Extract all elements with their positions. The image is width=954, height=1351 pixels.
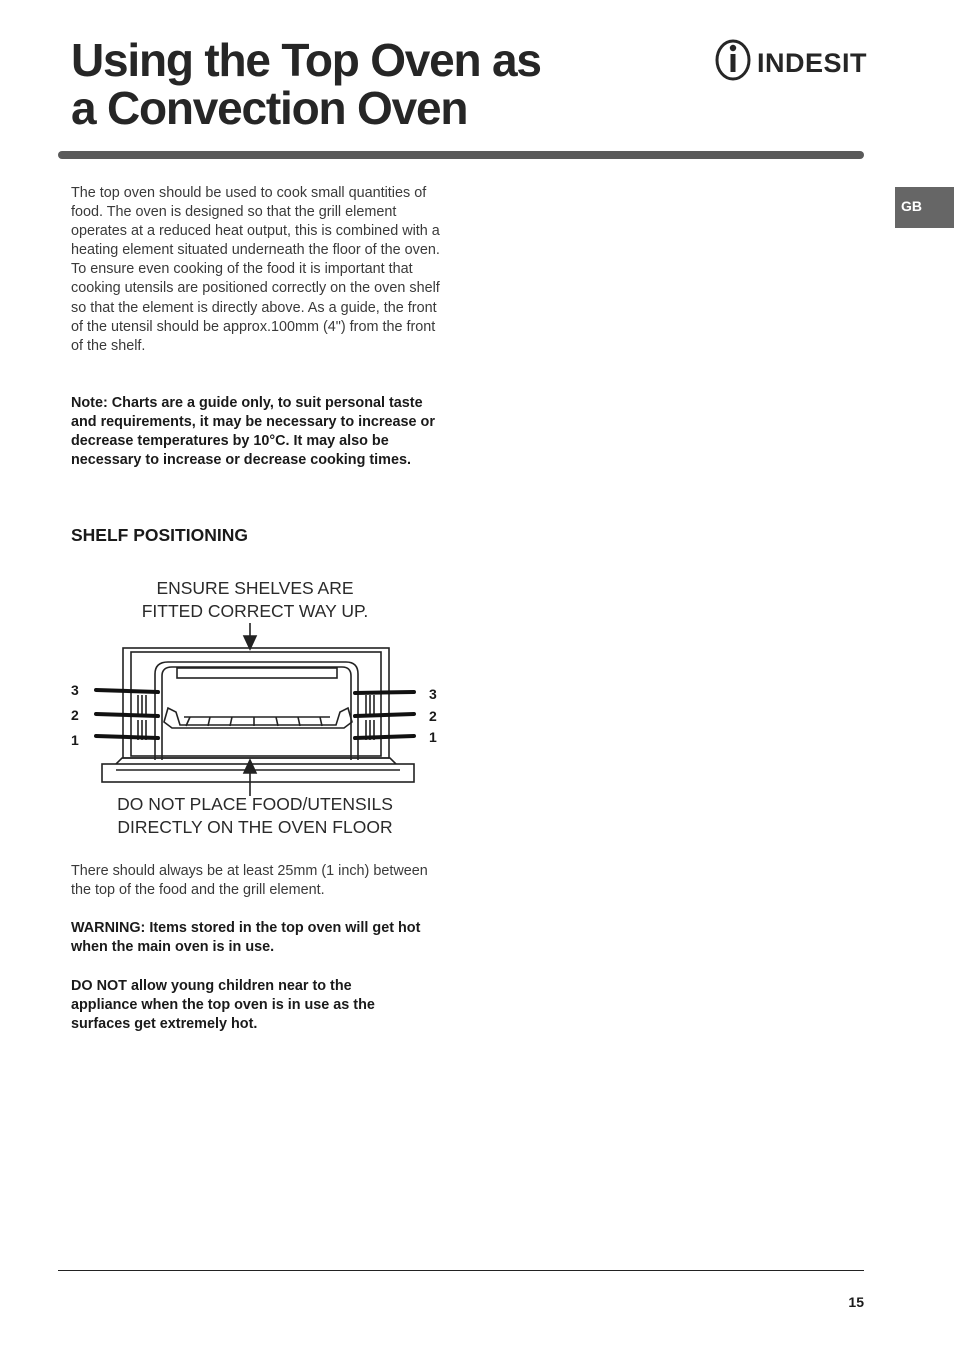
left-level-3: 3 <box>71 682 79 698</box>
oven-cavity-inner <box>162 667 351 760</box>
grill-element <box>177 668 337 678</box>
oven-floor <box>116 758 396 764</box>
left-pointer-3 <box>96 690 158 692</box>
right-level-2: 2 <box>429 708 437 724</box>
note-paragraph: Note: Charts are a guide only, to suit personal taste and requirements, it may be necessary to increase or decrease temperatures by 10°C. It may also be necessary to increase or decrease cooking times. <box>71 395 435 469</box>
bottom-caption <box>60 793 450 839</box>
spacing-paragraph: There should always be at least 25mm (1 inch) between the top of the food and the grill element. <box>71 863 428 899</box>
language-tab: GB <box>895 187 954 228</box>
left-pointer-1 <box>96 736 158 738</box>
left-level-2: 2 <box>71 707 79 723</box>
page-title <box>71 36 631 132</box>
intro-paragraph: The top oven should be used to cook small quantities of food. The oven is designed so that the grill element operates at a reduced heat output, this is combined with a heating element situated underneath the floor of the oven. To ensure even cooking of the food it is important that cooking utensils are positioned correctly on the oven shelf so that the element is directly above. As a guide, the front of the utensil should be approx.100mm (4") from the front of the shelf. <box>71 185 440 354</box>
page-title-line1: Using the Top Oven as <box>71 34 541 86</box>
bottom-caption-line1: DO NOT PLACE FOOD/UTENSILS <box>117 794 393 814</box>
top-caption-line2: FITTED CORRECT WAY UP. <box>141 601 369 621</box>
oven-outer <box>123 648 389 758</box>
children-warning-paragraph: DO NOT allow young children near to the appliance when the top oven is in use as the surfaces get extremely hot. <box>71 978 375 1033</box>
top-caption-line1: ENSURE SHELVES ARE <box>156 578 354 598</box>
bottom-caption-line2: DIRECTLY ON THE OVEN FLOOR <box>117 817 393 837</box>
right-pointer-1 <box>355 736 414 738</box>
page-number: 15 <box>848 1294 864 1310</box>
page-title-line2: a Convection Oven <box>71 82 468 134</box>
left-level-1: 1 <box>71 732 79 748</box>
left-pointer-2 <box>96 714 158 716</box>
svg-text:INDESIT: INDESIT <box>757 48 867 78</box>
right-level-1: 1 <box>429 729 437 745</box>
indesit-logo-icon <box>711 38 867 82</box>
warning-paragraph: WARNING: Items stored in the top oven will get hot when the main oven is in use. <box>71 920 421 956</box>
oven-shelf <box>164 708 352 728</box>
top-arrow-head <box>244 636 256 649</box>
shelf-diagram <box>60 570 450 850</box>
bottom-arrow-head <box>244 760 256 773</box>
section-heading: SHELF POSITIONING <box>71 525 248 545</box>
right-pointer-3 <box>355 692 414 693</box>
right-level-3: 3 <box>429 686 437 702</box>
header-rule <box>58 151 864 159</box>
right-pointer-2 <box>355 714 414 716</box>
oven-base <box>102 764 414 782</box>
footer-rule <box>58 1270 864 1271</box>
oven-cavity <box>155 662 358 760</box>
